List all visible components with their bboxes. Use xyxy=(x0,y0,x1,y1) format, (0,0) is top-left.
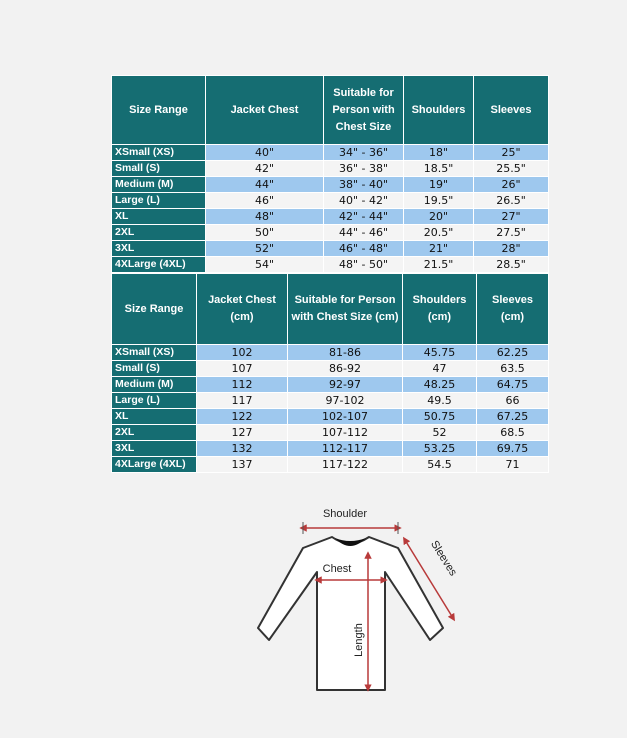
table-cell: 132 xyxy=(197,441,288,457)
table-cell: 20" xyxy=(404,209,474,225)
table-cell: 19" xyxy=(404,177,474,193)
table-cell: 107-112 xyxy=(288,425,403,441)
table-cell: 81-86 xyxy=(288,345,403,361)
table-cell: 52 xyxy=(403,425,477,441)
size-label-cell: XSmall (XS) xyxy=(112,345,197,361)
header-jacket-chest: Jacket Chest xyxy=(206,76,324,145)
table-row xyxy=(112,457,549,473)
table-row xyxy=(112,345,549,361)
table-cell: 38" - 40" xyxy=(324,177,404,193)
table-row xyxy=(112,409,549,425)
table-cell: 63.5 xyxy=(477,361,549,377)
table-row xyxy=(112,361,549,377)
table-cell: 49.5 xyxy=(403,393,477,409)
header-jacket-chest-cm: Jacket Chest (cm) xyxy=(197,274,288,345)
table-cell: 64.75 xyxy=(477,377,549,393)
table-row xyxy=(112,241,549,257)
table-cell: 122 xyxy=(197,409,288,425)
table-cell: 45.75 xyxy=(403,345,477,361)
size-label-cell: 4XLarge (4XL) xyxy=(112,257,206,273)
table-cell: 54.5 xyxy=(403,457,477,473)
table-cell: 44" - 46" xyxy=(324,225,404,241)
size-label-cell: XSmall (XS) xyxy=(112,145,206,161)
table-row xyxy=(112,193,549,209)
table-cell: 71 xyxy=(477,457,549,473)
table-cell: 92-97 xyxy=(288,377,403,393)
table-cell: 25.5" xyxy=(474,161,549,177)
size-label-cell: Small (S) xyxy=(112,361,197,377)
table-cell: 117 xyxy=(197,393,288,409)
table-cell: 112 xyxy=(197,377,288,393)
table-cell: 19.5" xyxy=(404,193,474,209)
size-label-cell: 2XL xyxy=(112,425,197,441)
table-row xyxy=(112,225,549,241)
size-label-cell: 3XL xyxy=(112,241,206,257)
table-cell: 48" - 50" xyxy=(324,257,404,273)
table-row xyxy=(112,161,549,177)
table-cell: 26.5" xyxy=(474,193,549,209)
size-label-cell: XL xyxy=(112,409,197,425)
table-cell: 102-107 xyxy=(288,409,403,425)
table-cell: 42" - 44" xyxy=(324,209,404,225)
table-cell: 40" xyxy=(206,145,324,161)
header-shoulders-cm: Shoulders (cm) xyxy=(403,274,477,345)
size-label-cell: Large (L) xyxy=(112,193,206,209)
header-shoulders: Shoulders xyxy=(404,76,474,145)
table-cell: 112-117 xyxy=(288,441,403,457)
table-cell: 66 xyxy=(477,393,549,409)
table-cell: 34" - 36" xyxy=(324,145,404,161)
table-row xyxy=(112,425,549,441)
table-cell: 44" xyxy=(206,177,324,193)
size-chart xyxy=(111,75,548,473)
header-sleeves: Sleeves xyxy=(474,76,549,145)
table-cell: 107 xyxy=(197,361,288,377)
table-cell: 36" - 38" xyxy=(324,161,404,177)
table-cell: 48" xyxy=(206,209,324,225)
table-cell: 52" xyxy=(206,241,324,257)
table-cell: 20.5" xyxy=(404,225,474,241)
table-row xyxy=(112,441,549,457)
jacket-measurement-diagram xyxy=(255,500,465,700)
table-cell: 67.25 xyxy=(477,409,549,425)
table-header-row xyxy=(112,274,549,345)
table-cell: 50.75 xyxy=(403,409,477,425)
size-label-cell: Large (L) xyxy=(112,393,197,409)
table-cell: 26" xyxy=(474,177,549,193)
length-label: Length xyxy=(353,623,365,657)
size-label-cell: XL xyxy=(112,209,206,225)
table-cell: 21" xyxy=(404,241,474,257)
table-cell: 28.5" xyxy=(474,257,549,273)
sleeves-label: Sleeves xyxy=(428,538,460,579)
table-cell: 40" - 42" xyxy=(324,193,404,209)
size-label-cell: Medium (M) xyxy=(112,177,206,193)
table-cell: 97-102 xyxy=(288,393,403,409)
size-label-cell: Small (S) xyxy=(112,161,206,177)
header-size-range: Size Range xyxy=(112,76,206,145)
table-cell: 47 xyxy=(403,361,477,377)
jacket-outline-icon xyxy=(255,500,465,700)
table-row xyxy=(112,177,549,193)
size-label-cell: 2XL xyxy=(112,225,206,241)
table-cell: 27.5" xyxy=(474,225,549,241)
size-label-cell: Medium (M) xyxy=(112,377,197,393)
table-cell: 69.75 xyxy=(477,441,549,457)
chest-label: Chest xyxy=(322,563,352,575)
table-cell: 25" xyxy=(474,145,549,161)
header-person-chest-cm: Suitable for Person with Chest Size (cm) xyxy=(288,274,403,345)
header-person-chest: Suitable for Person with Chest Size xyxy=(324,76,404,145)
table-cell: 127 xyxy=(197,425,288,441)
size-table-cm xyxy=(111,273,549,473)
table-cell: 46" - 48" xyxy=(324,241,404,257)
table-cell: 50" xyxy=(206,225,324,241)
header-size-range: Size Range xyxy=(112,274,197,345)
table-cell: 18" xyxy=(404,145,474,161)
table-cell: 68.5 xyxy=(477,425,549,441)
table-cell: 137 xyxy=(197,457,288,473)
table-row xyxy=(112,377,549,393)
table-cell: 102 xyxy=(197,345,288,361)
table-cell: 48.25 xyxy=(403,377,477,393)
table-row xyxy=(112,209,549,225)
size-label-cell: 3XL xyxy=(112,441,197,457)
table-row xyxy=(112,145,549,161)
table-cell: 62.25 xyxy=(477,345,549,361)
table-cell: 18.5" xyxy=(404,161,474,177)
table-row xyxy=(112,393,549,409)
size-label-cell: 4XLarge (4XL) xyxy=(112,457,197,473)
table-cell: 86-92 xyxy=(288,361,403,377)
size-table-inches xyxy=(111,75,549,273)
table-cell: 54" xyxy=(206,257,324,273)
header-sleeves-cm: Sleeves (cm) xyxy=(477,274,549,345)
table-row xyxy=(112,257,549,273)
table-cell: 27" xyxy=(474,209,549,225)
table-cell: 42" xyxy=(206,161,324,177)
table-cell: 46" xyxy=(206,193,324,209)
table-cell: 21.5" xyxy=(404,257,474,273)
shoulder-label: Shoulder xyxy=(322,508,368,520)
table-cell: 117-122 xyxy=(288,457,403,473)
table-cell: 53.25 xyxy=(403,441,477,457)
table-header-row xyxy=(112,76,549,145)
table-cell: 28" xyxy=(474,241,549,257)
